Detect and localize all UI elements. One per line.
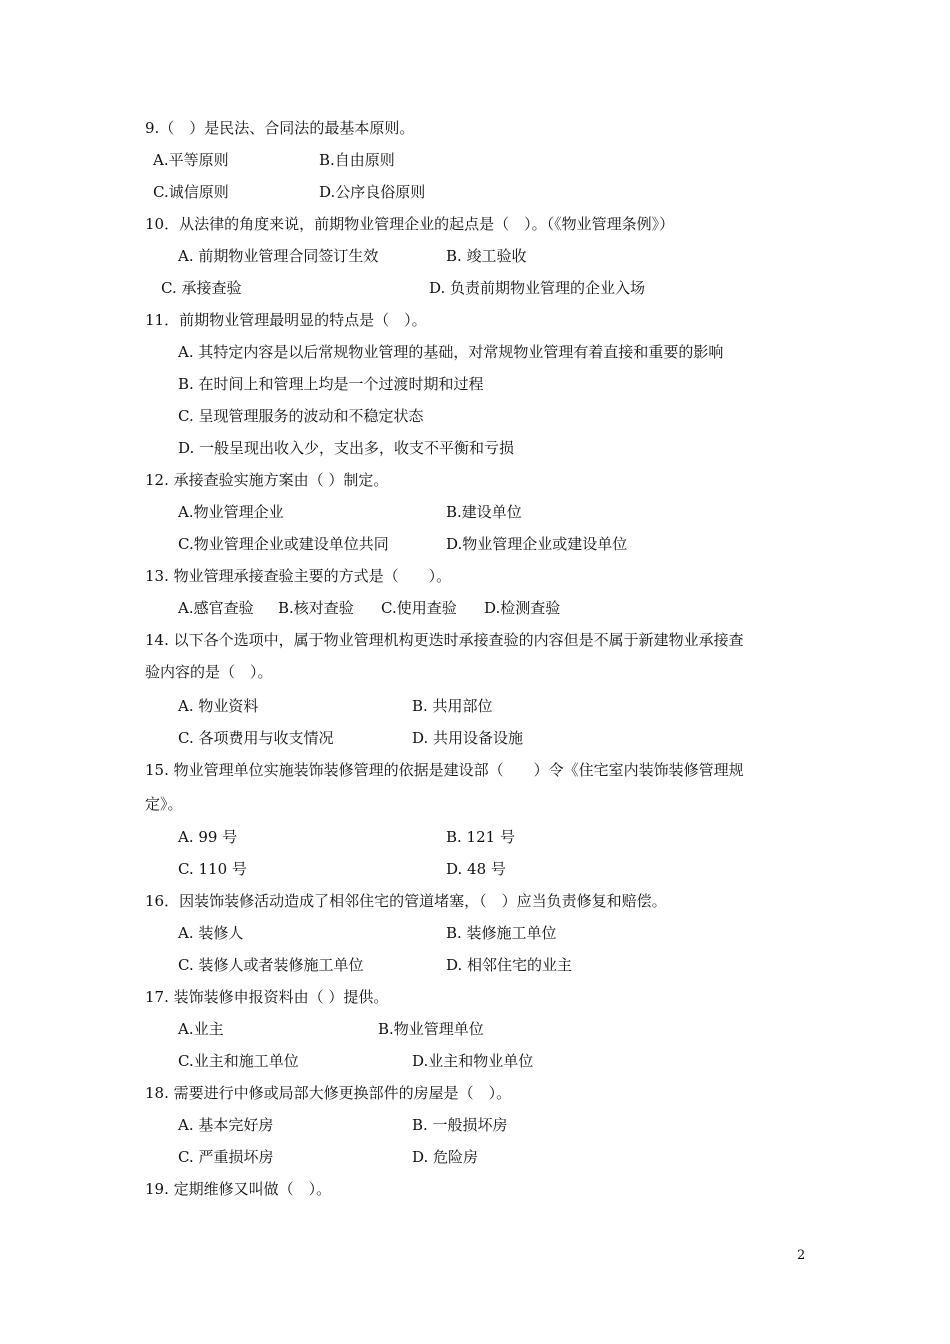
option-c: C.使用查验: [381, 599, 457, 617]
question-15-continued: 定》。: [145, 795, 183, 813]
option-b: B. 共用部位: [412, 697, 493, 715]
question-14-continued: 验内容的是（ ）。: [145, 663, 273, 681]
option-b: B. 在时间上和管理上均是一个过渡时期和过程: [178, 375, 484, 393]
question-11: 11．前期物业管理最明显的特点是（ ）。: [145, 311, 427, 329]
option-a: A. 99 号: [178, 828, 238, 846]
option-d: D. 负责前期物业管理的企业入场: [429, 279, 646, 297]
option-b: B.自由原则: [319, 151, 395, 169]
option-d: D. 危险房: [412, 1148, 479, 1166]
option-b: B. 121 号: [446, 828, 515, 846]
page-number: 2: [797, 1248, 806, 1263]
option-a: A.感官查验: [178, 599, 254, 617]
option-c: C. 承接查验: [161, 279, 242, 297]
option-c: C. 110 号: [178, 860, 247, 878]
question-16: 16．因装饰装修活动造成了相邻住宅的管道堵塞，（ ）应当负责修复和赔偿。: [145, 892, 667, 910]
option-a: A. 物业资料: [178, 697, 259, 715]
option-b: B.建设单位: [446, 503, 522, 521]
option-d: D.公序良俗原则: [319, 183, 426, 201]
option-d: D. 48 号: [446, 860, 506, 878]
option-d: D.物业管理企业或建设单位: [446, 535, 628, 553]
option-d: D.检测查验: [484, 599, 561, 617]
option-c: C.物业管理企业或建设单位共同: [178, 535, 389, 553]
question-12: 12. 承接查验实施方案由（ ）制定。: [145, 471, 389, 489]
option-c: C.诚信原则: [153, 183, 229, 201]
question-17: 17. 装饰装修申报资料由（ ）提供。: [145, 988, 389, 1006]
option-a: A.业主: [178, 1020, 224, 1038]
option-d: D. 共用设备设施: [412, 729, 524, 747]
option-a: A. 其特定内容是以后常规物业管理的基础，对常规物业管理有着直接和重要的影响: [178, 343, 724, 361]
question-13: 13. 物业管理承接查验主要的方式是（ ）。: [145, 567, 452, 585]
option-d: D. 一般呈现出收入少，支出多，收支不平衡和亏损: [178, 439, 515, 457]
question-19: 19. 定期维修又叫做（ ）。: [145, 1180, 332, 1198]
option-a: A.物业管理企业: [178, 503, 284, 521]
option-b: B. 竣工验收: [446, 247, 527, 265]
option-b: B. 一般损坏房: [412, 1116, 508, 1134]
option-a: A. 装修人: [178, 924, 244, 942]
option-c: C. 呈现管理服务的波动和不稳定状态: [178, 407, 424, 425]
question-9: 9.（ ）是民法、合同法的最基本原则。: [145, 119, 415, 137]
option-b: B. 装修施工单位: [446, 924, 557, 942]
option-c: C. 各项费用与收支情况: [178, 729, 334, 747]
option-a: A. 基本完好房: [178, 1116, 274, 1134]
question-14: 14. 以下各个选项中，属于物业管理机构更迭时承接查验的内容但是不属于新建物业承接查: [145, 631, 744, 649]
option-c: C.业主和施工单位: [178, 1052, 299, 1070]
option-d: D. 相邻住宅的业主: [446, 956, 573, 974]
option-a: A. 前期物业管理合同签订生效: [178, 247, 379, 265]
option-a: A.平等原则: [153, 151, 229, 169]
question-10: 10．从法律的角度来说，前期物业管理企业的起点是（ ）。（《物业管理条例》）: [145, 215, 675, 233]
question-18: 18. 需要进行中修或局部大修更换部件的房屋是（ ）。: [145, 1084, 512, 1102]
option-b: B.核对查验: [278, 599, 354, 617]
question-15: 15. 物业管理单位实施装饰装修管理的依据是建设部（ ）令《住宅室内装饰装修管理规: [145, 761, 744, 779]
option-c: C. 装修人或者装修施工单位: [178, 956, 364, 974]
option-b: B.物业管理单位: [378, 1020, 484, 1038]
option-d: D.业主和物业单位: [412, 1052, 534, 1070]
option-c: C. 严重损坏房: [178, 1148, 274, 1166]
